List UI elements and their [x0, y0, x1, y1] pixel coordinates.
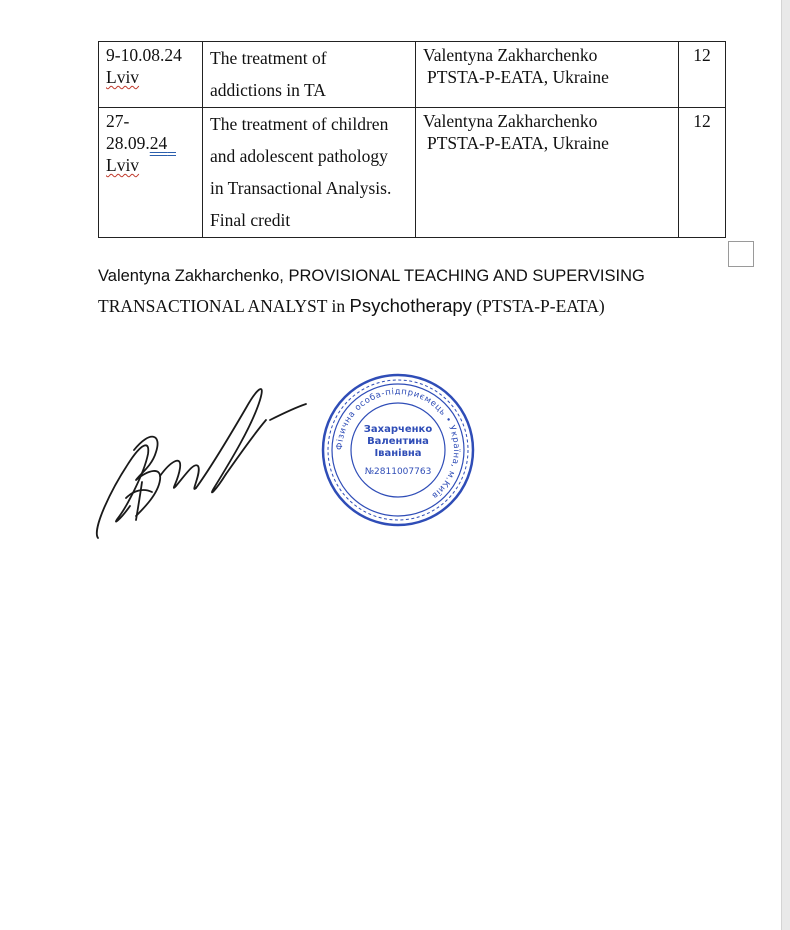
stamp-name-2: Валентина	[367, 436, 429, 447]
topic-line: The treatment of	[210, 48, 327, 68]
trainer-cell	[416, 42, 679, 108]
date-text: 9-10.08.24	[106, 45, 182, 65]
hours-cell: 12	[679, 108, 726, 238]
trainer-title: PTSTA-P-EATA, Ukraine	[427, 67, 609, 87]
stamp-name-3: Іванівна	[374, 448, 422, 459]
hours-cell: 12	[679, 42, 726, 108]
caption-line-1: Valentyna Zakharchenko, PROVISIONAL TEACHING AND SUPERVISING	[98, 267, 645, 285]
topic-cell	[203, 42, 416, 108]
table-row	[99, 42, 726, 108]
city-text: Lviv	[106, 155, 140, 175]
trainer-name: Valentyna Zakharchenko	[423, 45, 598, 65]
stamp-name-1: Захарченко	[363, 424, 433, 435]
trainer-title: PTSTA-P-EATA, Ukraine	[427, 133, 609, 153]
page-scroll-edge	[781, 0, 790, 930]
topic-line: and adolescent pathology	[210, 146, 388, 166]
date-cell	[99, 108, 203, 238]
city-text: Lviv	[106, 67, 140, 87]
date-text-underlined: 24	[149, 133, 168, 153]
caption-line-2	[98, 291, 738, 321]
topic-line: The treatment of children	[210, 114, 389, 134]
topic-line: addictions in TA	[210, 80, 326, 100]
table-row	[99, 108, 726, 238]
topic-line: in Transactional Analysis.	[210, 178, 392, 198]
caption-text: (PTSTA-P-EATA)	[471, 296, 605, 316]
signatory-caption	[98, 262, 738, 321]
date-cell	[99, 42, 203, 108]
topic-line: Final credit	[210, 210, 291, 230]
date-text: 28.09.	[106, 133, 150, 153]
official-stamp	[318, 370, 478, 530]
stamp-ring-text: Фізична особа-підприємець • Україна, м.Київ	[334, 386, 462, 501]
training-schedule-table	[98, 41, 726, 238]
trainer-name: Valentyna Zakharchenko	[423, 111, 598, 131]
handwritten-signature	[90, 370, 320, 550]
caption-text: Psychotherapy	[349, 295, 472, 316]
stamp-number: №2811007763	[364, 467, 432, 477]
caption-text: TRANSACTIONAL ANALYST in	[98, 296, 350, 316]
topic-cell	[203, 108, 416, 238]
date-text: 27-	[106, 111, 130, 131]
trainer-cell	[416, 108, 679, 238]
